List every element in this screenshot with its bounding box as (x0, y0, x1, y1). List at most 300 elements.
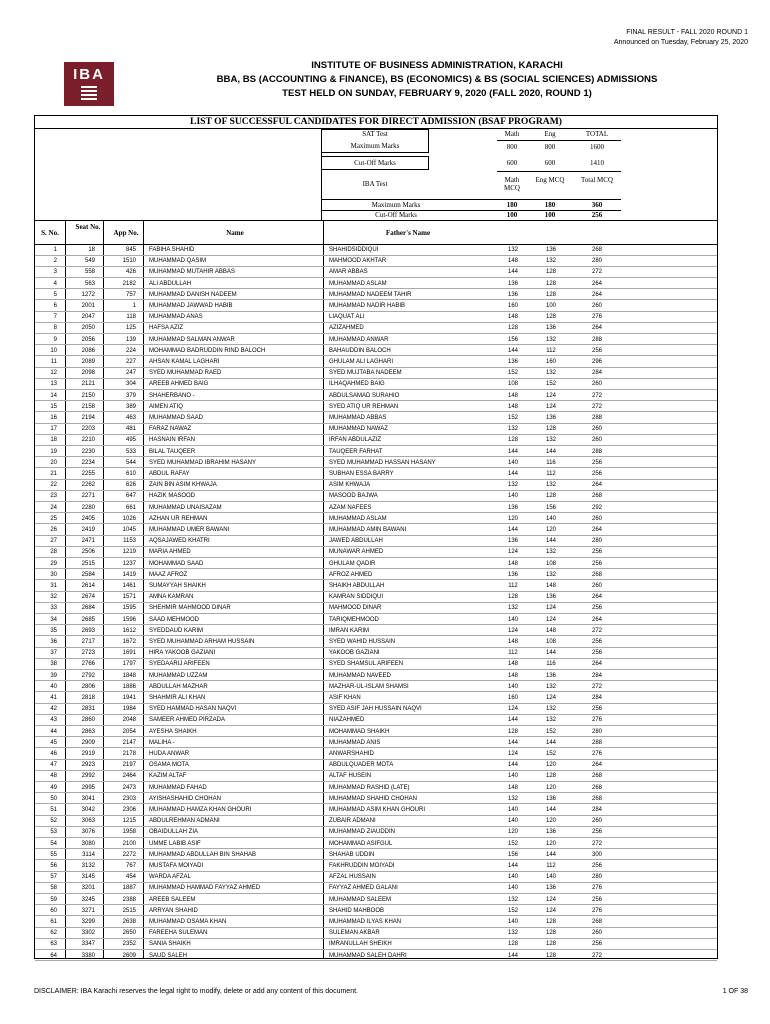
row-seat: 3302 (81, 930, 95, 937)
row-father: MUHAMMAD NADEEM TAHIR (329, 291, 412, 298)
row-app: 2464 (122, 773, 136, 780)
row-sno: 2 (53, 258, 57, 265)
row-math: 160 (507, 303, 518, 309)
row-father: YAKOOB GAZIANI (329, 650, 380, 657)
row-seat: 2818 (81, 695, 95, 701)
row-math: 124 (507, 549, 518, 556)
row-total: 264 (591, 616, 602, 623)
row-name: MUHAMMAD UZZAM (149, 672, 208, 679)
row-seat: 2831 (81, 706, 95, 713)
table-row (35, 794, 717, 805)
table-row (35, 323, 717, 334)
row-sno: 14 (50, 392, 57, 399)
row-father: AZIZAHMED (329, 325, 364, 332)
row-eng: 120 (545, 840, 556, 847)
row-app: 2054 (122, 728, 136, 735)
row-app: 495 (125, 437, 136, 444)
row-app: 2272 (122, 851, 136, 858)
row-name: MUHAMMAD ABDULLAH BIN SHAHAB (149, 851, 257, 858)
row-father: IMRAN KARIM (329, 627, 370, 634)
row-sno: 12 (50, 370, 57, 377)
row-name: AYISHASHAHID CHOHAN (149, 795, 221, 802)
row-seat: 2674 (81, 594, 95, 601)
row-name: MUSTAFA MOIYADI (149, 863, 204, 869)
row-father: SYED ATIQ UR REHMAN (329, 403, 399, 410)
row-sno: 56 (50, 863, 57, 869)
row-father: JAWED ABDULLAH (329, 538, 383, 545)
row-sno: 32 (50, 594, 57, 601)
row-math: 140 (507, 885, 518, 892)
row-father: SYED SHAMSUL ARIFEEN (329, 661, 404, 668)
row-math: 132 (507, 482, 518, 489)
row-sno: 29 (50, 560, 57, 567)
table-row (35, 357, 717, 368)
table-row (35, 514, 717, 525)
sat-cut-math: 600 (506, 159, 518, 167)
row-app: 2100 (122, 840, 136, 847)
row-sno: 31 (50, 583, 57, 589)
table-row (35, 402, 717, 413)
row-sno: 10 (50, 347, 57, 354)
row-father: GHULAM ALI LAGHARI (329, 359, 394, 365)
row-math: 160 (507, 695, 518, 701)
row-app: 247 (125, 370, 136, 377)
row-total: 276 (591, 717, 602, 724)
row-name: ABDULLAH MAZHAR (149, 683, 208, 690)
row-eng: 124 (545, 695, 556, 701)
row-seat: 2684 (81, 605, 95, 612)
row-seat: 2230 (81, 448, 95, 455)
row-father: SHAHID MAHBOOB (329, 907, 385, 914)
table-row (35, 872, 717, 883)
row-math: 144 (507, 448, 518, 455)
row-seat: 2992 (81, 773, 95, 780)
table-row (35, 895, 717, 906)
row-eng: 112 (546, 471, 556, 477)
row-app: 139 (125, 336, 136, 343)
table-row (35, 256, 717, 267)
row-seat: 2693 (81, 627, 95, 634)
row-eng: 128 (545, 941, 556, 948)
table-row (35, 301, 717, 312)
row-sno: 16 (50, 415, 57, 421)
row-father: MUHAMMAD NAVEED (329, 672, 391, 679)
result-header (614, 28, 748, 48)
row-father: SYED MUHAMMAD HASSAN HASANY (329, 459, 436, 466)
row-name: SHEHMIR MAHMOOD DINAR (149, 605, 231, 612)
row-app: 2609 (122, 952, 136, 959)
row-math: 144 (507, 739, 518, 746)
row-math: 152 (507, 840, 518, 847)
row-name: SANIA SHAIKH (149, 941, 191, 948)
row-math: 120 (507, 829, 518, 836)
row-father: LIAQUAT ALI (329, 314, 365, 321)
row-total: 280 (591, 728, 602, 735)
col-father: Father's Name (385, 229, 431, 237)
row-sno: 39 (50, 672, 57, 679)
row-math: 140 (507, 773, 518, 780)
row-eng: 120 (545, 818, 556, 825)
row-eng: 132 (545, 370, 556, 377)
row-father: ILHAQAHMED BAIG (329, 381, 385, 388)
iba-cut-eng: 100 (544, 211, 556, 219)
row-total: 268 (591, 493, 602, 500)
row-seat: 2584 (81, 571, 95, 578)
iba-total-header: Total MCQ (581, 176, 613, 184)
row-math: 148 (507, 560, 518, 567)
table-row (35, 771, 717, 782)
table-row (35, 346, 717, 357)
row-sno: 28 (50, 549, 57, 556)
row-eng: 140 (545, 874, 556, 881)
row-sno: 1 (53, 247, 57, 253)
row-total: 284 (591, 672, 602, 679)
row-seat: 2995 (81, 784, 95, 791)
row-sno: 21 (50, 471, 57, 477)
row-app: 2048 (122, 717, 136, 724)
row-app: 2178 (122, 751, 136, 757)
row-total: 268 (591, 247, 602, 253)
row-math: 148 (507, 784, 518, 791)
row-math: 128 (507, 437, 518, 444)
row-seat: 2280 (81, 504, 95, 511)
row-app: 767 (125, 863, 136, 869)
row-eng: 128 (545, 280, 556, 287)
row-sno: 27 (50, 538, 57, 545)
row-seat: 2271 (81, 493, 95, 500)
table-row (35, 738, 717, 749)
row-sno: 43 (50, 717, 57, 724)
institute-heading (0, 59, 770, 101)
row-sno: 34 (50, 616, 57, 623)
row-eng: 120 (545, 762, 556, 769)
row-seat: 3114 (82, 851, 95, 858)
row-name: MUHAMMAD FAHAD (149, 784, 207, 791)
row-father: MUHAMMAD ANWAR (329, 336, 389, 343)
page-number: 1 OF 38 (722, 988, 748, 995)
iba-max-eng: 180 (544, 201, 556, 209)
row-father: MUHAMMAD ASIM KHAN GHOURI (329, 807, 426, 813)
disclaimer: DISCLAIMER: IBA Karachi reserves the legal right to modify, delete or add any content of this document. (34, 988, 358, 995)
row-total: 288 (591, 448, 602, 455)
row-eng: 152 (545, 381, 556, 388)
row-total: 288 (591, 336, 602, 343)
table-row (35, 917, 717, 928)
row-eng: 136 (545, 415, 556, 421)
row-father: MUHAMMAD ILYAS KHAN (329, 919, 402, 925)
row-seat: 2909 (81, 739, 95, 746)
row-name: MUHAMMAD SALMAN ANWAR (149, 336, 235, 343)
row-name: MOHAMMAD BADRUDDIN RIND BALOCH (149, 347, 266, 354)
row-app: 2303 (122, 795, 136, 802)
row-name: SHAHERBANO - (149, 392, 195, 399)
row-sno: 38 (50, 661, 57, 668)
row-eng: 144 (545, 538, 556, 545)
row-math: 136 (507, 359, 518, 365)
row-father: MUHAMMAD AMIN BAWANI (329, 527, 407, 533)
row-father: MUHAMMAD ANIS (329, 739, 381, 746)
col-app: App No. (113, 229, 139, 237)
iba-max-label: Maximum Marks (371, 201, 421, 209)
row-eng: 128 (545, 930, 556, 937)
row-seat: 2098 (81, 370, 95, 377)
row-math: 152 (507, 907, 518, 914)
row-app: 1215 (122, 818, 136, 825)
table-row (35, 760, 717, 771)
row-total: 260 (591, 818, 602, 825)
row-seat: 3042 (81, 807, 95, 813)
row-father: SYED MUJTABA NADEEM (329, 370, 402, 377)
row-father: MUHAMMAD NADIR HABIB (329, 303, 406, 309)
row-sno: 63 (50, 941, 57, 948)
row-seat: 2210 (81, 437, 95, 444)
row-app: 1958 (122, 829, 136, 836)
row-father: MOHAMMAD ASIFGUL (329, 840, 393, 847)
row-sno: 55 (50, 851, 57, 858)
row-math: 144 (507, 471, 518, 477)
row-math: 144 (507, 527, 518, 533)
row-math: 144 (507, 717, 518, 724)
row-eng: 132 (545, 336, 556, 343)
row-app: 1 (132, 303, 136, 309)
iba-label: IBA Test (362, 180, 388, 188)
row-seat: 2089 (81, 359, 95, 365)
table-row (35, 525, 717, 536)
row-eng: 112 (546, 347, 556, 354)
row-total: 300 (591, 851, 602, 858)
table-row (35, 951, 717, 962)
row-app: 125 (125, 325, 136, 332)
row-eng: 128 (545, 952, 556, 959)
row-seat: 2158 (81, 403, 95, 410)
row-father: MAHMOOD DINAR (329, 605, 382, 612)
row-sno: 37 (50, 650, 57, 657)
sat-max-total: 1600 (590, 143, 604, 151)
row-math: 152 (507, 415, 518, 421)
row-app: 1797 (122, 661, 136, 668)
row-seat: 2001 (81, 303, 95, 309)
row-eng: 136 (545, 672, 556, 679)
row-eng: 128 (545, 919, 556, 925)
row-total: 256 (591, 459, 602, 466)
row-app: 610 (125, 471, 136, 477)
row-eng: 100 (545, 303, 556, 309)
table-row (35, 906, 717, 917)
row-sno: 61 (50, 919, 57, 925)
institute-name: INSTITUTE OF BUSINESS ADMINISTRATION, KARACHI (311, 60, 563, 71)
row-name: ALI ABDULLAH (149, 280, 192, 287)
table-row (35, 704, 717, 715)
row-eng: 152 (545, 728, 556, 735)
row-name: HIRA YAKOOB GAZIANI (149, 650, 216, 657)
row-math: 136 (507, 571, 518, 578)
row-total: 264 (591, 280, 602, 287)
row-name: SAAD MEHMOOD (149, 616, 200, 623)
row-seat: 2234 (81, 459, 95, 466)
logo-text: IBA (73, 66, 105, 83)
row-name: MARIA AHMED (149, 549, 191, 556)
row-name: AZHAN UR REHMAN (149, 515, 208, 522)
row-father: NIAZAHMED (329, 717, 365, 724)
row-name: SAMEER AHMED PIRZADA (149, 717, 226, 724)
row-seat: 3347 (81, 941, 95, 948)
col-name: Name (226, 229, 244, 237)
row-father: AFROZ AHMED (329, 571, 373, 578)
row-app: 1461 (122, 583, 136, 589)
row-father: MUHAMMAD SHAHID CHOHAN (329, 795, 418, 802)
row-seat: 2919 (81, 751, 95, 757)
row-seat: 3380 (81, 952, 95, 959)
table-row (35, 435, 717, 446)
row-app: 2638 (122, 919, 136, 925)
row-father: MUNAWAR AHMED (329, 549, 384, 556)
row-seat: 558 (84, 269, 95, 276)
row-name: MUHAMMAD OSAMA KHAN (149, 919, 227, 925)
row-total: 272 (591, 269, 602, 276)
row-app: 1672 (122, 639, 136, 645)
row-seat: 2056 (81, 336, 95, 343)
row-math: 148 (507, 314, 518, 321)
row-seat: 2723 (81, 650, 95, 657)
iba-cut-label: Cut-Off Marks (375, 211, 417, 219)
row-seat: 2121 (81, 381, 95, 388)
row-father: MUHAMMAD RASHID (LATE) (329, 784, 410, 791)
row-total: 256 (591, 639, 602, 645)
table-row (35, 648, 717, 659)
row-eng: 136 (545, 885, 556, 892)
row-father: ZUBAIR ADMANI (329, 818, 376, 825)
row-app: 1941 (122, 695, 136, 701)
row-eng: 132 (545, 258, 556, 265)
row-total: 284 (591, 695, 602, 701)
row-total: 264 (591, 482, 602, 489)
row-eng: 128 (545, 291, 556, 298)
row-eng: 108 (545, 639, 556, 645)
table-row (35, 671, 717, 682)
row-app: 1848 (122, 672, 136, 679)
table-row (35, 559, 717, 570)
table-row (35, 816, 717, 827)
row-app: 1886 (122, 683, 136, 690)
row-name: SYED MUHAMMAD ARHAM HUSSAIN (149, 639, 255, 645)
row-father: SYED WAHID HUSSAIN (329, 639, 396, 645)
row-eng: 132 (545, 683, 556, 690)
row-total: 276 (591, 314, 602, 321)
row-father: KAMRAN SIDDIQUI (329, 594, 384, 601)
table-row (35, 783, 717, 794)
sat-math-header: Math (504, 130, 520, 138)
row-name: SYED MUHAMMAD IBRAHIM HASANY (149, 459, 257, 466)
row-seat: 2255 (81, 471, 95, 477)
row-father: MUHAMMAD SALEEM (329, 896, 392, 903)
row-father: ABDULQUADER MOTA (329, 762, 394, 769)
row-name: HAZIK MASOOD (149, 493, 196, 500)
row-total: 264 (591, 594, 602, 601)
table-row (35, 727, 717, 738)
col-seat: Seat No. (75, 223, 101, 231)
row-sno: 48 (50, 773, 57, 780)
row-app: 2515 (122, 907, 136, 914)
row-app: 1691 (122, 650, 136, 657)
row-app: 533 (125, 448, 136, 455)
row-app: 1219 (122, 549, 136, 556)
row-sno: 35 (50, 627, 57, 634)
row-father: ANWARSHAHID (329, 751, 374, 757)
row-app: 481 (125, 426, 136, 433)
row-total: 268 (591, 919, 602, 925)
row-total: 260 (591, 583, 602, 589)
sat-eng-header: Eng (544, 130, 556, 138)
table-row (35, 839, 717, 850)
row-name: OBAIDULLAH ZIA (149, 829, 199, 836)
row-app: 2306 (122, 807, 136, 813)
row-app: 647 (125, 493, 136, 500)
row-sno: 13 (50, 381, 57, 388)
row-math: 132 (507, 896, 518, 903)
row-math: 132 (507, 930, 518, 937)
row-math: 120 (507, 515, 518, 522)
table-row (35, 312, 717, 323)
row-sno: 19 (50, 448, 57, 455)
row-total: 256 (591, 605, 602, 612)
row-father: BAHAUDDIN BALOCH (329, 347, 391, 354)
row-total: 272 (591, 403, 602, 410)
row-father: MUHAMMAD ZIAUDDIN (329, 829, 395, 836)
row-math: 156 (507, 851, 518, 858)
sat-total-header: TOTAL (585, 130, 609, 138)
row-app: 389 (125, 403, 136, 410)
row-app: 304 (125, 381, 136, 388)
row-eng: 128 (545, 773, 556, 780)
col-sno: S. No. (41, 229, 59, 237)
table-row (35, 279, 717, 290)
row-app: 1026 (122, 515, 136, 522)
row-math: 144 (507, 952, 518, 959)
row-app: 757 (125, 291, 136, 298)
row-sno: 8 (53, 325, 57, 332)
row-name: FARAZ NAWAZ (149, 426, 192, 433)
row-sno: 60 (50, 907, 57, 914)
table-row (35, 290, 717, 301)
row-total: 264 (591, 762, 602, 769)
row-app: 1571 (122, 594, 136, 601)
row-math: 140 (507, 493, 518, 500)
row-sno: 44 (50, 728, 57, 735)
row-name: AHSAN KAMAL LAGHARI (149, 359, 220, 365)
row-name: SUMAYYAH SHAIKH (149, 583, 206, 589)
row-name: MUHAMMAD ANAS (149, 314, 203, 321)
programs-line: BBA, BS (ACCOUNTING & FINANCE), BS (ECONOMICS) & BS (SOCIAL SCIENCES) ADMISSIONS (216, 74, 658, 85)
row-seat: 3132 (81, 863, 95, 869)
row-math: 140 (507, 616, 518, 623)
row-app: 2388 (122, 896, 136, 903)
row-total: 260 (591, 426, 602, 433)
iba-max-math: 180 (506, 201, 518, 209)
row-total: 264 (591, 325, 602, 332)
table-row (35, 335, 717, 346)
row-name: MUHAMMAD UNAISAZAM (149, 504, 222, 511)
row-app: 2650 (122, 930, 136, 937)
iba-math-header: Math MCQ (504, 176, 520, 192)
row-eng: 132 (545, 571, 556, 578)
row-total: 256 (591, 347, 602, 354)
row-eng: 108 (545, 560, 556, 567)
row-seat: 2806 (81, 683, 95, 690)
row-sno: 6 (53, 303, 57, 309)
row-sno: 53 (50, 829, 57, 836)
row-total: 272 (591, 392, 602, 399)
table-row (35, 592, 717, 603)
